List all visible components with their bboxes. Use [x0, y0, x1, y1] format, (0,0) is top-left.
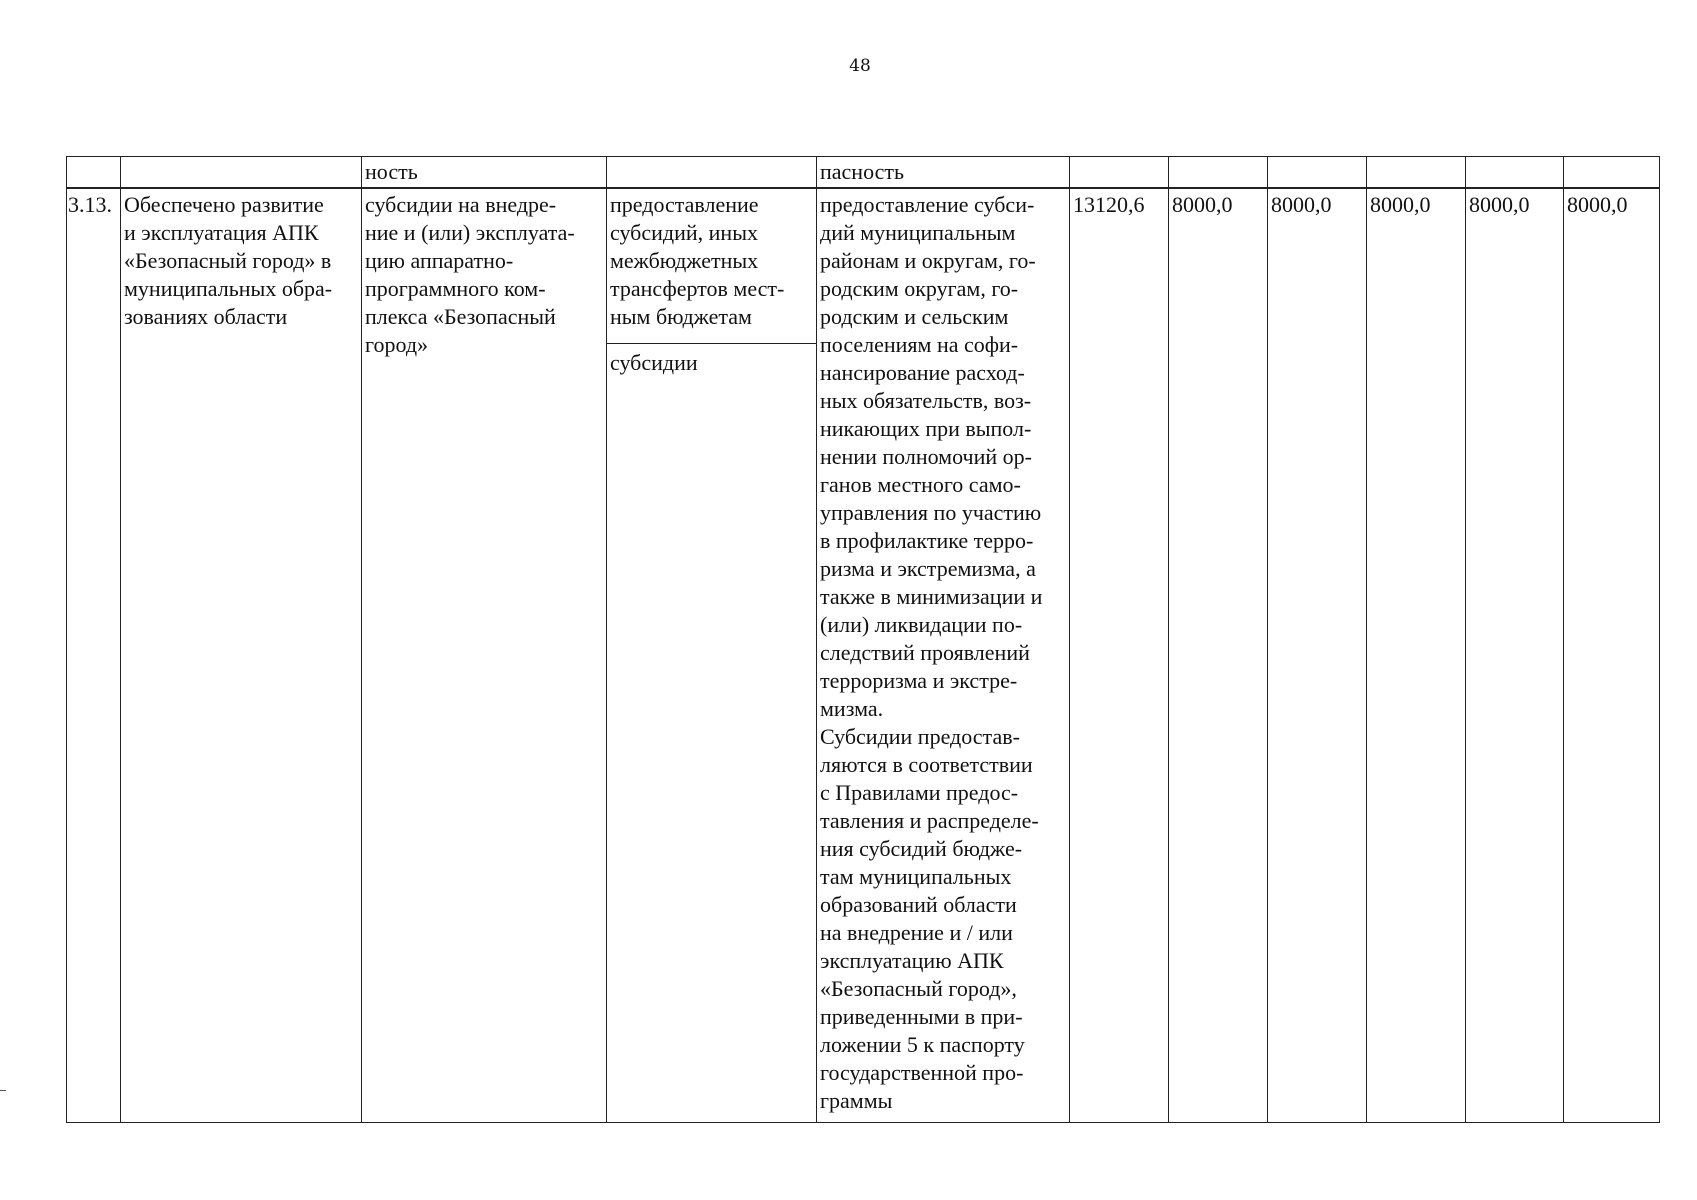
- cont-cell-result: [121, 157, 362, 189]
- table-row: [67, 188, 1660, 1122]
- result-text: Обеспечено развитие и эксплуатация АПК «Безопасный город» в муниципальных обра- зованиях области: [124, 192, 333, 329]
- description-text: предоставление субси- дий муниципальным районам и округам, го- родским округам, го- родским и сельским поселениям на софи- нансирование расход- ных обязательств, воз- никающих при выпол- нении полномочий ор- ганов местного само- управления по участию в профилактике терро- ризма и экстремизма, а также в минимизации и (или) ликвидации по- следствий проявлений терроризма и экстре- мизма. Субсидии предостав- ляются в соответствии с Правилами предос- тавления и распределе- ния субсидий бюдже- там муниципальных образований области на внедрение и / или эксплуатацию АПК «Безопасный город», приведенными в при- ложении 5 к паспорту государственной про- граммы: [820, 192, 1043, 1113]
- value-cell-1: 13120,6: [1070, 188, 1169, 1122]
- measure-cell: [362, 188, 607, 1122]
- cont-cell-value-1: [1070, 157, 1169, 189]
- measure-text: субсидии на внедре- ние и (или) эксплуата- цию аппаратно- программного ком- плекса «Безопасный город»: [365, 192, 575, 357]
- row-number-text: 3.13.: [68, 192, 112, 217]
- program-measures-table: [66, 156, 1660, 1123]
- page-number: 48: [849, 56, 871, 76]
- continuation-row: [67, 157, 1660, 189]
- cont-cell-value-3: [1268, 157, 1367, 189]
- cont-cell-description: пасность: [817, 157, 1070, 189]
- value-cell-2: 8000,0: [1169, 188, 1268, 1122]
- value-cell-3: 8000,0: [1268, 188, 1367, 1122]
- value-cell-5: 8000,0: [1466, 188, 1564, 1122]
- result-cell: [121, 188, 362, 1122]
- cont-cell-value-5: [1466, 157, 1564, 189]
- cont-cell-value-6: [1564, 157, 1660, 189]
- value-cell-4: 8000,0: [1367, 188, 1466, 1122]
- row-number: [67, 188, 121, 1122]
- cont-cell-mechanism: [607, 157, 817, 189]
- mechanism-top-text: предоставление субсидий, иных межбюджетных трансфертов мест- ным бюджетам: [607, 191, 816, 344]
- mechanism-bottom-text: субсидии: [610, 350, 698, 375]
- mechanism-cell: [607, 188, 817, 1122]
- cont-cell-value-4: [1367, 157, 1466, 189]
- cont-cell-measure: ность: [362, 157, 607, 189]
- cont-cell-value-2: [1169, 157, 1268, 189]
- description-cell: [817, 188, 1070, 1122]
- margin-mark: [0, 1090, 6, 1091]
- cont-cell-number: [67, 157, 121, 189]
- value-cell-6: 8000,0: [1564, 188, 1660, 1122]
